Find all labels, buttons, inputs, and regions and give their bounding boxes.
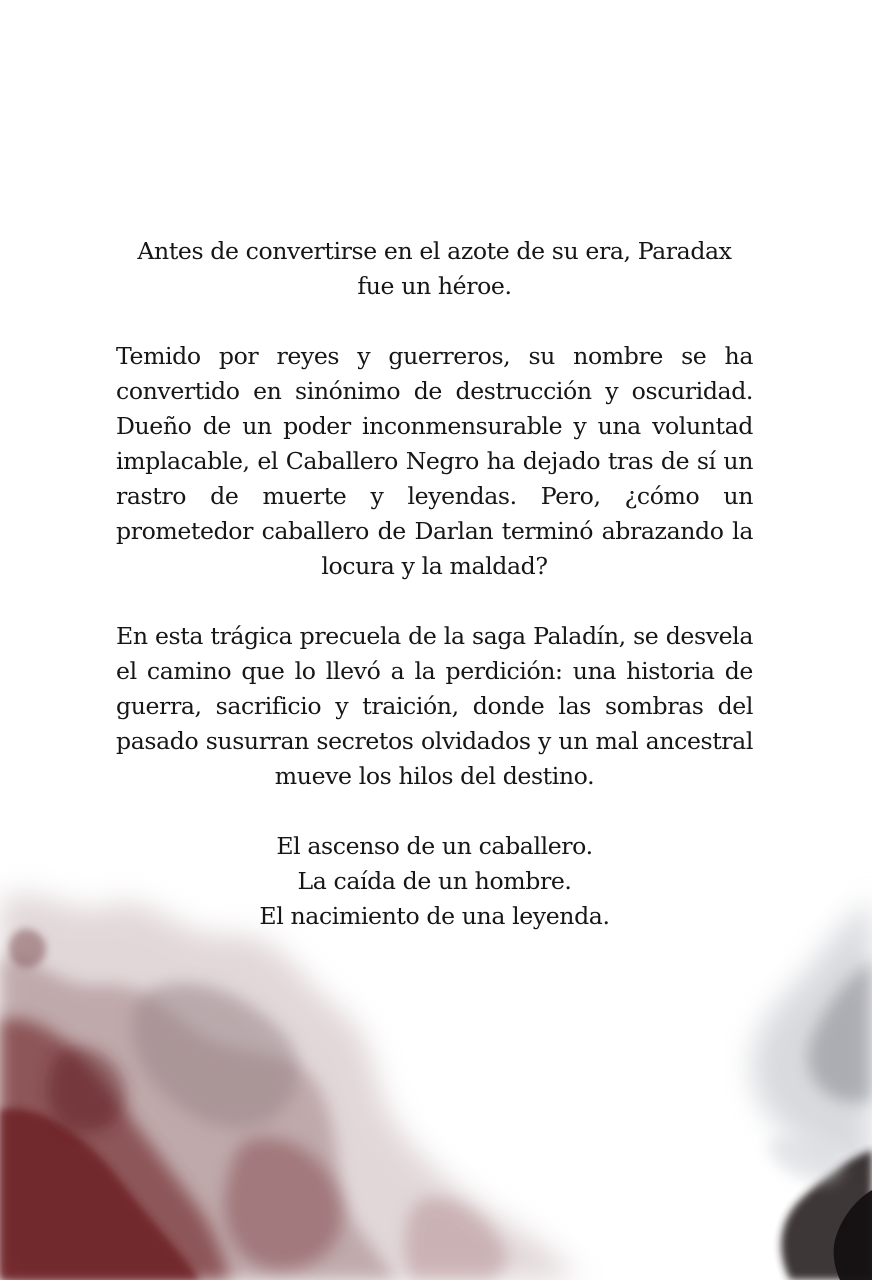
blurb-paragraph-2: En esta trágica precuela de la saga Paladín, se desvela el camino que lo llevó a la perdición: una historia de guerra, sacrificio y traición, donde las sombras del pasado susurran secretos olvidados y un mal ancestral mueve los hilos del destino.: [116, 622, 753, 790]
blurb-closing: [116, 829, 753, 934]
closing-line-2: La caída de un hombre.: [297, 867, 572, 895]
blurb-paragraph-1: Temido por reyes y guerreros, su nombre se ha convertido en sinónimo de destrucción y oscuridad. Dueño de un poder inconmensurable y una voluntad implacable, el Caballero Negro ha dejado tras de sí un rastro de muerte y leyendas. Pero, ¿cómo un prometedor caballero de Darlan terminó abrazando la locura y la maldad?: [116, 342, 753, 580]
closing-line-1: El ascenso de un caballero.: [276, 832, 593, 860]
ink-splash-right: [752, 900, 872, 1280]
ink-splash-left: [0, 894, 580, 1280]
blurb-intro: Antes de convertirse en el azote de su era, Paradax fue un héroe.: [137, 237, 732, 300]
back-cover-blurb: [116, 234, 753, 934]
closing-line-3: El nacimiento de una leyenda.: [259, 902, 610, 930]
